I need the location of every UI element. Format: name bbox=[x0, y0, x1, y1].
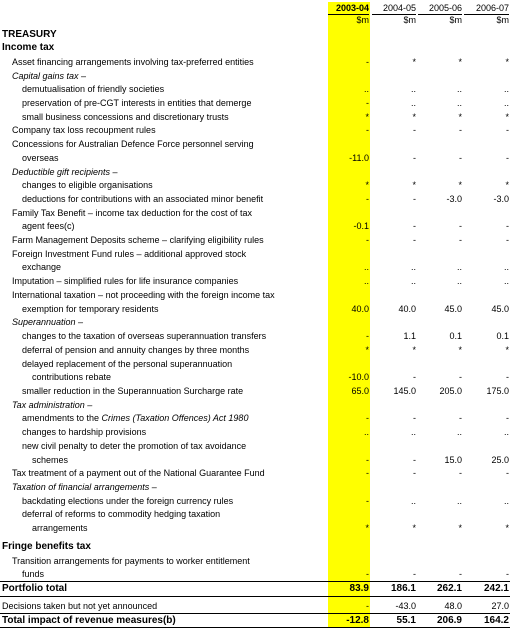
highlight-column-2003-04 bbox=[328, 2, 370, 628]
revenue-measures-table: 2003-04 $m 2004-05 $m 2005-06 $m 2006-07 $m TREASURY Income tax Asset financing arrangements involving tax-preferred entities - * * * Capital gains tax – demutualisation of friendly societies .. .. .. .. preservation of pre-CGT interests in entities that demerge - .. .. .. small business concessions and discretionary trusts * * * * Company tax loss recoupment rules - - - - Concessions for Australian Defence Force personnel serving overseas -11.0 - - - Deductible gift recipients – changes to eligible organisations * * * * deductions for contributions with an associated minor benefit - - -3.0 -3.0 Family Tax Benefit – income tax deduction for the cost of tax agent fees(c) -0.1 - - - Farm Management Deposits scheme – clarifying eligibility rules - - - - Foreign Investment Fund rules – additional approved stock exchange .. .. .. .. Imputation – simplified rules for life insurance companies .. .. .. .. International taxation – not proceeding with the foreign income tax exemption for temporary residents 40.0 40.0 45.0 45.0 Superannuation – changes to the taxation of overseas superannuation transfers - 1.1 0.1 0.1 deferral of pension and annuity changes by three months * * * * delayed replacement of the personal superannuation contributions rebate -10.0 - - - smaller reduction in the Superannuation Surcharge rate 65.0 145.0 205.0 175.0 Tax administration – amendments to the Crimes (Taxation Offences) Act 1980 - - - - changes to hardship provisions .. .. .. .. new civil penalty to deter the promotion of tax avoidance schemes - - 15.0 25.0 Tax treatment of a payment out of the National Guarantee Fund - - - - Taxation of financial arrangements – backdating elections under the foreign currency rules - .. .. .. deferral of reforms to commodity hedging taxation arrangements * * * * Fringe benefits tax Transition arrangements for payments to worker entitlement funds - - - - Portfolio total 83.9 186.1 262.1 242.1 Decisions taken but not yet announced - -43.0 48.0 27.0 Total impact of revenue measures(b) -12.8 55.1 206.9 164.2 bbox=[2, 3, 509, 626]
divider bbox=[0, 581, 510, 582]
col-header-2004-05: 2004-05 $m bbox=[372, 3, 416, 25]
divider bbox=[0, 613, 510, 614]
col-header-2003-04: 2003-04 $m bbox=[328, 3, 369, 25]
col-header-2006-07: 2006-07 $m bbox=[464, 3, 509, 25]
divider bbox=[0, 596, 510, 597]
col-header-2005-06: 2005-06 $m bbox=[418, 3, 462, 25]
